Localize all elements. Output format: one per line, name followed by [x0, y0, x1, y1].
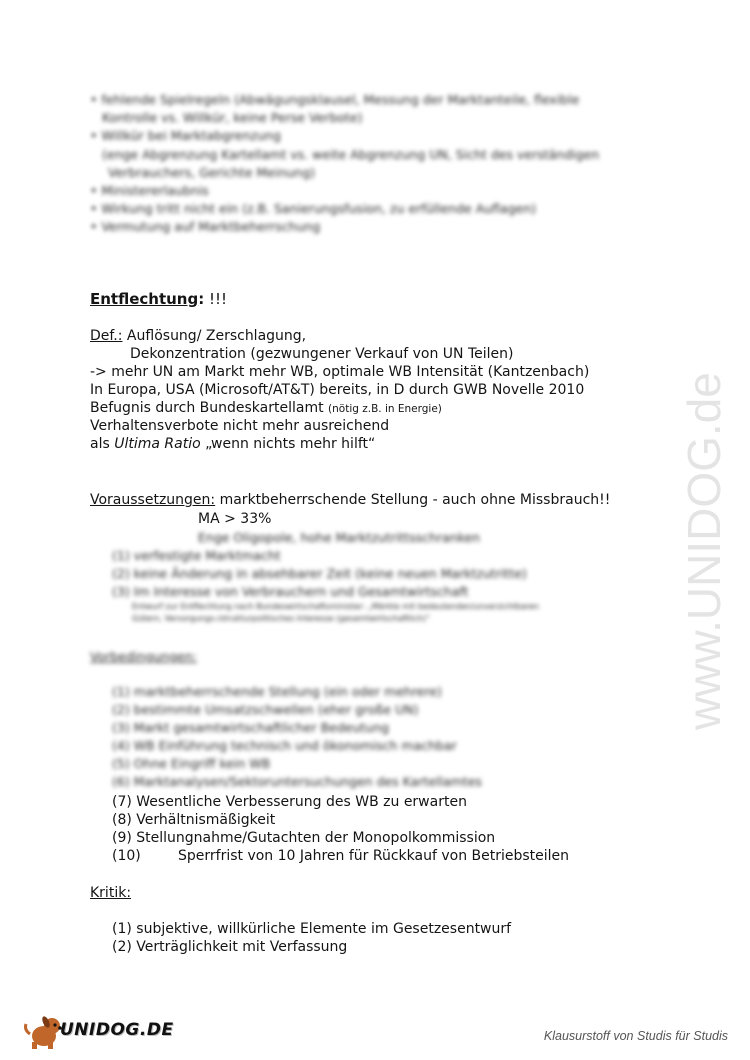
list-item: (6) Marktanalysen/Sektoruntersuchungen des Kartellamtes — [112, 774, 482, 789]
list-item: (2) keine Änderung in absehbarer Zeit (keine neuen Marktzutritte) — [112, 566, 527, 581]
requirements-text: marktbeherrschende Stellung - auch ohne Missbrauch!! — [215, 492, 611, 508]
list-item: (1) subjektive, willkürliche Elemente im Gesetzesentwurf — [112, 921, 512, 937]
heading-title: Entflechtung — [90, 290, 199, 308]
list-item: (8) Verhältnismäßigkeit — [112, 812, 276, 828]
list-item: • Ministererlaubnis — [90, 183, 209, 198]
list-item: (3) Im Interesse von Verbrauchern und Gesamtwirtschaft — [112, 584, 469, 599]
definition-note: (nötig z.B. in Energie) — [328, 403, 442, 415]
list-item: (4) WB Einführung technisch und ökonomisch machbar — [112, 738, 457, 753]
list-item: (2) bestimmte Umsatzschwellen (eher große UN) — [112, 702, 419, 717]
list-item: • Wirkung tritt nicht ein (z.B. Sanierungsfusion, zu erfüllende Auflagen) — [90, 201, 537, 216]
list-item: (9) Stellungnahme/Gutachten der Monopolkommission — [112, 830, 496, 846]
list-item: • Vermutung auf Marktbeherrschung — [90, 219, 321, 234]
preconditions-label: Vorbedingungen: — [90, 649, 197, 664]
definition-text: Befugnis durch Bundeskartellamt — [90, 400, 329, 416]
definition-line: Dekonzentration (gezwungener Verkauf von UN Teilen) — [130, 346, 514, 362]
definition-line: In Europa, USA (Microsoft/AT&T) bereits, in D durch GWB Novelle 2010 — [90, 382, 585, 398]
requirements-label: Voraussetzungen: — [90, 492, 216, 508]
list-item: Kontrolle vs. Willkür, keine Perse Verbote) — [102, 110, 363, 125]
watermark — [650, 280, 740, 740]
definition-line: Verhaltensverbote nicht mehr ausreichend — [90, 418, 390, 434]
heading-colon: : — [198, 290, 205, 308]
watermark-text: www.UNIDOG.de — [678, 372, 730, 730]
list-item — [112, 847, 141, 865]
footer-tagline: Klausurstoff von Studis für Studis — [543, 1029, 728, 1043]
definition-line: -> mehr UN am Markt mehr WB, optimale WB Intensität (Kantzenbach) — [90, 364, 590, 380]
list-item: (3) Markt gesamtwirtschaftlicher Bedeutung — [112, 720, 390, 735]
list-item-number: (10) — [112, 848, 141, 864]
list-item: (1) verfestigte Marktmacht — [112, 548, 281, 563]
list-item: • fehlende Spielregeln (Abwägungsklausel, Messung der Marktanteile, flexible — [90, 92, 580, 107]
list-item: (2) Verträglichkeit mit Verfassung — [112, 939, 348, 955]
definition-line — [90, 435, 375, 453]
definition-line — [90, 327, 306, 345]
ultima-ratio: Ultima Ratio — [114, 436, 201, 452]
footer-brand: UNIDOG.DE — [60, 1020, 174, 1040]
list-item: Verbrauchers, Gerichte Meinung) — [108, 165, 316, 180]
list-item: (5) Ohne Eingriff kein WB — [112, 756, 271, 771]
definition-text: als — [90, 436, 115, 452]
list-item-text: Sperrfrist von 10 Jahren für Rückkauf von Betriebsteilen — [178, 848, 570, 864]
list-item: (1) marktbeherrschende Stellung (ein oder mehrere) — [112, 684, 442, 699]
market-share: MA > 33% — [198, 511, 272, 527]
list-item: • Willkür bei Marktabgrenzung — [90, 128, 281, 143]
definition-text: Auflösung/ Zerschlagung, — [122, 328, 307, 344]
list-item: Enge Oligopole, hohe Marktzutrittsschranken — [198, 530, 481, 545]
definition-label: Def.: — [90, 328, 123, 344]
list-note: Entwurf zur Entflechtung nach Bundeswirtschaftsminister: „Märkte mit bedeutenden/unverzichtbaren — [132, 602, 539, 611]
requirements-line — [90, 491, 610, 509]
list-item: (7) Wesentliche Verbesserung des WB zu erwarten — [112, 794, 467, 810]
criticism-label: Kritik: — [90, 885, 132, 901]
list-note: Gütern, Versorgungs-/strukturpolitisches Interesse (gesamtwirtschaftlich)“ — [132, 614, 430, 623]
list-item: (enge Abgrenzung Kartellamt vs. weite Abgrenzung UN, Sicht des verständigen — [102, 147, 600, 162]
definition-text: „wenn nichts mehr hilft“ — [200, 436, 376, 452]
definition-line — [90, 399, 442, 418]
heading-suffix: !!! — [204, 290, 228, 308]
section-heading — [90, 290, 227, 308]
